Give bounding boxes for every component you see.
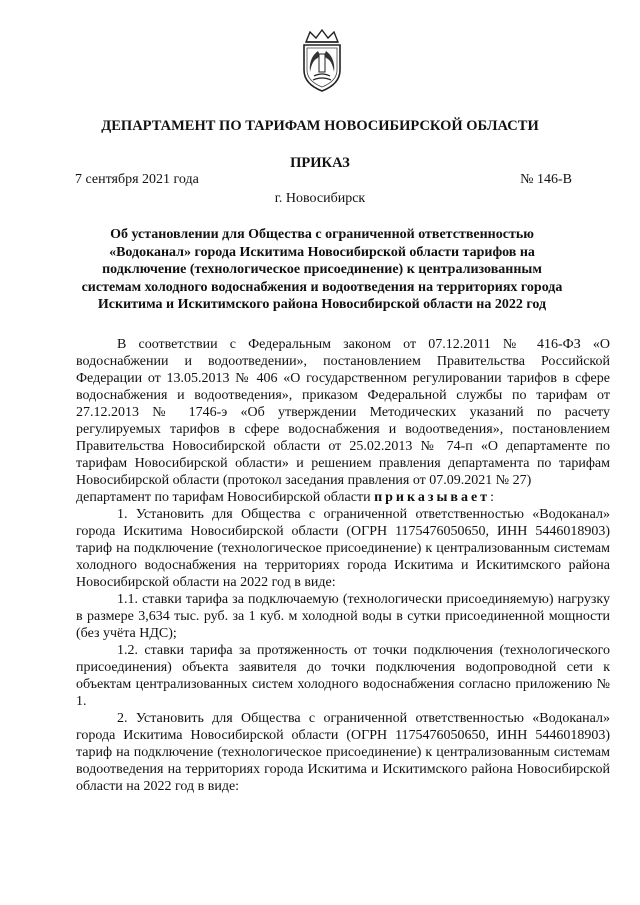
preamble-paragraph: В соответствии с Федеральным законом от 07.12.2011 № 416-ФЗ «О водоснабжении и водоотведении», постановлением Правительства Российской Федерации от 13.05.2013 № 406 «О государственном регулировании тарифов в сфере водоснабжения и водоотведения», приказом Федеральной службы по тарифам от 27.12.2013 № 1746-э «Об утверждении Методических указаний по расчету регулируемых тарифов в сфере водоснабжения и водоотведения», постановлением Правительства Новосибирской области от 25.02.2013 № 74-п «О департаменте по тарифам Новосибирской области» и решением правления департамента по тарифам Новосибирской области (протокол заседания правления от 07.09.2021 № 27)	[76, 337, 610, 488]
department-name: ДЕПАРТАМЕНТ ПО ТАРИФАМ НОВОСИБИРСКОЙ ОБЛАСТИ	[101, 118, 539, 134]
order-title: ПРИКАЗ	[290, 155, 350, 171]
coat-of-arms-icon	[296, 28, 348, 94]
item-1-2-paragraph: 1.2. ставки тарифа за протяженность от точки подключения (технологического присоединения) объекта заявителя до точки подключения водопроводной сети к объектам централизованных систем холодного водоснабжения согласно приложению № 1.	[76, 643, 610, 709]
order-date: 7 сентября 2021 года	[75, 172, 199, 187]
order-number: № 146-В	[520, 172, 572, 187]
item-2-paragraph: 2. Установить для Общества с ограниченной ответственностью «Водоканал» города Искитима Новосибирской области (ОГРН 1175476050650, ИНН 5446018903) тариф на подключение (технологическое присоединение) к централизованным системам водоотведения на территориях города Искитима и Искитимского района Новосибирской области на 2022 год в виде:	[76, 711, 610, 794]
order-subject: Об установлении для Общества с ограниченной ответственностью «Водоканал» города Искитима Новосибирской области тарифов на подключение (технологическое присоединение) к централизованным системам холодного водоснабжения и водоотведения на территориях города Искитима и Искитимского района Новосибирской области на 2022 год	[81, 227, 563, 312]
item-1-paragraph: 1. Установить для Общества с ограниченной ответственностью «Водоканал» города Искитима Новосибирской области (ОГРН 1175476050650, ИНН 5446018903) тариф на подключение (технологическое присоединение) к централизованным системам холодного водоснабжения на территориях города Искитима и Искитимского района Новосибирской области на 2022 год в виде:	[76, 507, 610, 590]
order-body	[76, 336, 610, 795]
item-1-1-paragraph: 1.1. ставки тарифа за подключаемую (технологически присоединяемую) нагрузку в размере 3,634 тыс. руб. за 1 куб. м холодной воды в сутки присоединенной мощности (без учёта НДС);	[76, 592, 610, 641]
orders-word: приказывает	[374, 490, 491, 505]
orders-colon: :	[490, 490, 494, 505]
orders-intro: департамент по тарифам Новосибирской области	[76, 490, 375, 505]
order-city: г. Новосибирск	[274, 191, 366, 206]
orders-paragraph	[76, 489, 610, 506]
